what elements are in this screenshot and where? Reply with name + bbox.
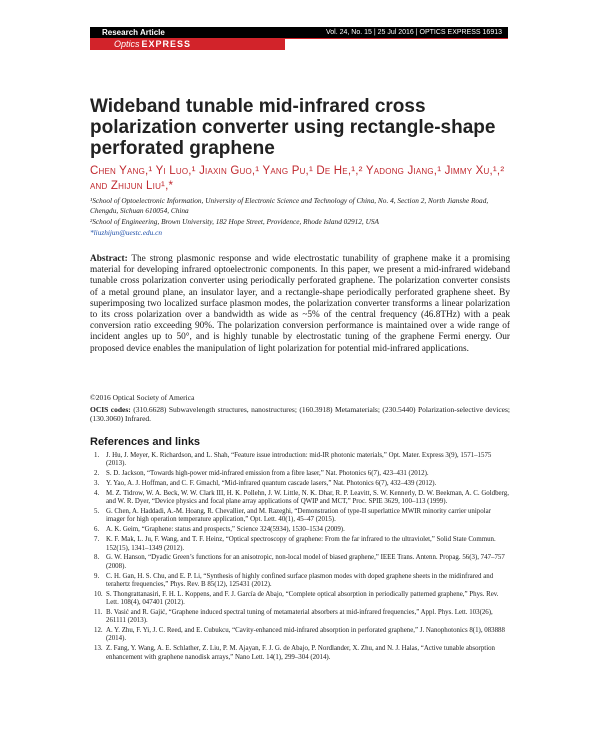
reference-number: 5. xyxy=(94,508,100,516)
reference-item xyxy=(90,526,510,534)
reference-text: J. Hu, J. Meyer, K. Richardson, and L. Shah, “Feature issue introduction: mid-IR photonic materials,” Opt. Mater. Express 3(9), 1571–1575 (2013). xyxy=(106,452,492,468)
reference-number: 7. xyxy=(94,536,100,544)
journal-logo xyxy=(114,38,191,50)
reference-item xyxy=(90,573,510,590)
journal-logo-part2: EXPRESS xyxy=(141,39,192,49)
reference-item xyxy=(90,609,510,626)
reference-number: 6. xyxy=(94,526,100,534)
reference-item xyxy=(90,536,510,553)
reference-text: Y. Yao, A. J. Hoffman, and C. F. Gmachl, “Mid-infrared quantum cascade lasers,” Nat. Photonics 6(7), 432–439 (2012). xyxy=(106,480,437,488)
reference-text: C. H. Gan, H. S. Chu, and E. P. Li, “Synthesis of highly confined surface plasmon modes with doped graphene sheets in the midinfrared and terahertz frequencies,” Phys. Rev. B 85(12), 125431 (2012). xyxy=(106,572,494,588)
reference-number: 3. xyxy=(94,480,100,488)
reference-text: M. Z. Tidrow, W. A. Beck, W. W. Clark III, H. K. Pollehn, J. W. Little, N. K. Dhar, R. P. Leavitt, S. W. Kennerly, D. W. Beekman, A. C. Goldberg, and W. R. Dyer, “Device physics and focal plane array applications of QWIP and MCT,” Proc. SPIE 3629, 100–113 (1999). xyxy=(106,489,509,506)
references-heading: References and links xyxy=(90,436,201,448)
reference-number: 8. xyxy=(94,554,100,562)
reference-item xyxy=(90,591,510,608)
reference-item xyxy=(90,470,510,478)
ocis-label: OCIS codes: xyxy=(90,405,131,414)
reference-text: G. Chen, A. Haddadi, A.-M. Hoang, R. Chevallier, and M. Razeghi, “Demonstration of type-II superlattice MWIR minority carrier unipolar imager for high operation temperature application,” Opt. Lett. 40(1), 45–47 (2015). xyxy=(106,508,491,524)
reference-item xyxy=(90,627,510,644)
reference-item xyxy=(90,452,510,469)
header-divider xyxy=(285,38,508,39)
reference-number: 4. xyxy=(94,489,100,497)
ocis-codes xyxy=(90,405,510,423)
reference-item xyxy=(90,480,510,488)
abstract xyxy=(90,254,510,355)
reference-number: 1. xyxy=(94,452,100,459)
copyright-notice: ©2016 Optical Society of America xyxy=(90,393,195,402)
reference-number: 9. xyxy=(94,572,100,580)
reference-text: G. W. Hanson, “Dyadic Green’s functions for an anisotropic, non-local model of biased graphene,” IEEE Trans. Antenn. Propag. 56(3), 747–757 (2008). xyxy=(106,554,505,570)
header-bar xyxy=(90,27,508,38)
reference-item xyxy=(90,508,510,525)
affiliation-2: ²School of Engineering, Brown University, 182 Hope Street, Providence, Rhode Island 02912, USA xyxy=(90,217,379,226)
volume-info: Vol. 24, No. 15 | 25 Jul 2016 | OPTICS EXPRESS 16913 xyxy=(325,29,502,36)
journal-logo-part1: Optics xyxy=(114,39,140,49)
reference-text: K. F. Mak, L. Ju, F. Wang, and T. F. Heinz, “Optical spectroscopy of graphene: From the far infrared to the ultraviolet,” Solid State Commun. 152(15), 1341–1349 (2012). xyxy=(106,536,496,552)
author-list: Chen Yang,¹ Yi Luo,¹ Jiaxin Guo,¹ Yang Pu,¹ De He,¹,² Yadong Jiang,¹ Jimmy Xu,¹,² and Zhijun Liu¹,* xyxy=(90,165,505,192)
reference-item xyxy=(90,554,510,571)
reference-text: A. K. Geim, “Graphene: status and prospects,” Science 324(5934), 1530–1534 (2009). xyxy=(106,526,345,534)
reference-text: B. Vasić and R. Gajić, “Graphene induced spectral tuning of metamaterial absorbers at mid-infrared frequencies,” Appl. Phys. Lett. 103(26), 261111 (2013). xyxy=(106,608,493,625)
affiliation-1: ¹School of Optoelectronic Information, University of Electronic Science and Technology of China, No. 4, Section 2, North Jianshe Road, Chengdu, Sichuan 610054, China xyxy=(90,196,489,215)
reference-list xyxy=(90,452,510,664)
reference-text: S. Thongrattanasiri, F. H. L. Koppens, and F. J. García de Abajo, “Complete optical absorption in periodically patterned graphene,” Phys. Rev. Lett. 108(4), 047401 (2012). xyxy=(106,590,499,607)
reference-number: 11. xyxy=(94,608,103,616)
reference-number: 10. xyxy=(94,590,103,598)
journal-logo-bar xyxy=(90,38,285,50)
reference-text: S. D. Jackson, “Towards high-power mid-infrared emission from a fibre laser,” Nat. Photonics 6(7), 423–431 (2012). xyxy=(106,470,429,478)
contact-email[interactable]: *liuzhijun@uestc.edu.cn xyxy=(90,228,162,237)
reference-item xyxy=(90,490,510,507)
reference-text: Z. Fang, Y. Wang, A. E. Schlather, Z. Liu, P. M. Ajayan, F. J. G. de Abajo, P. Nordlander, X. Zhu, and N. J. Halas, “Active tunable absorption enhancement with graphene nanodisk arrays,” Nano Lett. 14(1), 299–304 (2014). xyxy=(106,645,496,661)
abstract-text: The strong plasmonic response and wide electrostatic tunability of graphene make it a promising material for developing infrared optoelectronic components. In this paper, we present a mid-infrared wideband tunable cross polarization converter using periodically perforated graphene. The polarization converter consists of a metal ground plane, an insulator layer, and a rectangle-shape periodically perforated graphene sheet. By superimposing two localized surface plasmon modes, the polarization converter transforms a linear polarization to its cross polarization over a bandwidth as wide as ~5% of the central frequency (46.8THz) with a peak conversion ratio exceeding 90%. The polarization conversion performance is maintained over a wide range of incident angles up to 50°, and is highly tunable by electrostatic tuning of the graphene Fermi energy. Our proposed device enables the manipulation of light polarization for potential mid-infrared applications. xyxy=(90,254,511,354)
reference-number: 2. xyxy=(94,470,100,478)
paper-title: Wideband tunable mid-infrared cross polarization converter using rectangle-shape perforated graphene xyxy=(90,96,496,159)
reference-number: 13. xyxy=(94,645,103,653)
abstract-label: Abstract: xyxy=(90,254,128,264)
affiliations xyxy=(90,196,510,239)
reference-number: 12. xyxy=(94,627,103,635)
section-label: Research Article xyxy=(102,28,165,37)
ocis-text: (310.6628) Subwavelength structures, nanostructures; (160.3918) Metamaterials; (230.5440) Polarization-selective devices; (130.3060) Infrared. xyxy=(90,405,511,423)
reference-item xyxy=(90,645,510,662)
reference-text: A. Y. Zhu, F. Yi, J. C. Reed, and E. Cubukcu, “Cavity-enhanced mid-infrared absorption in perforated graphene,” J. Nanophotonics 8(1), 083888 (2014). xyxy=(106,627,505,643)
